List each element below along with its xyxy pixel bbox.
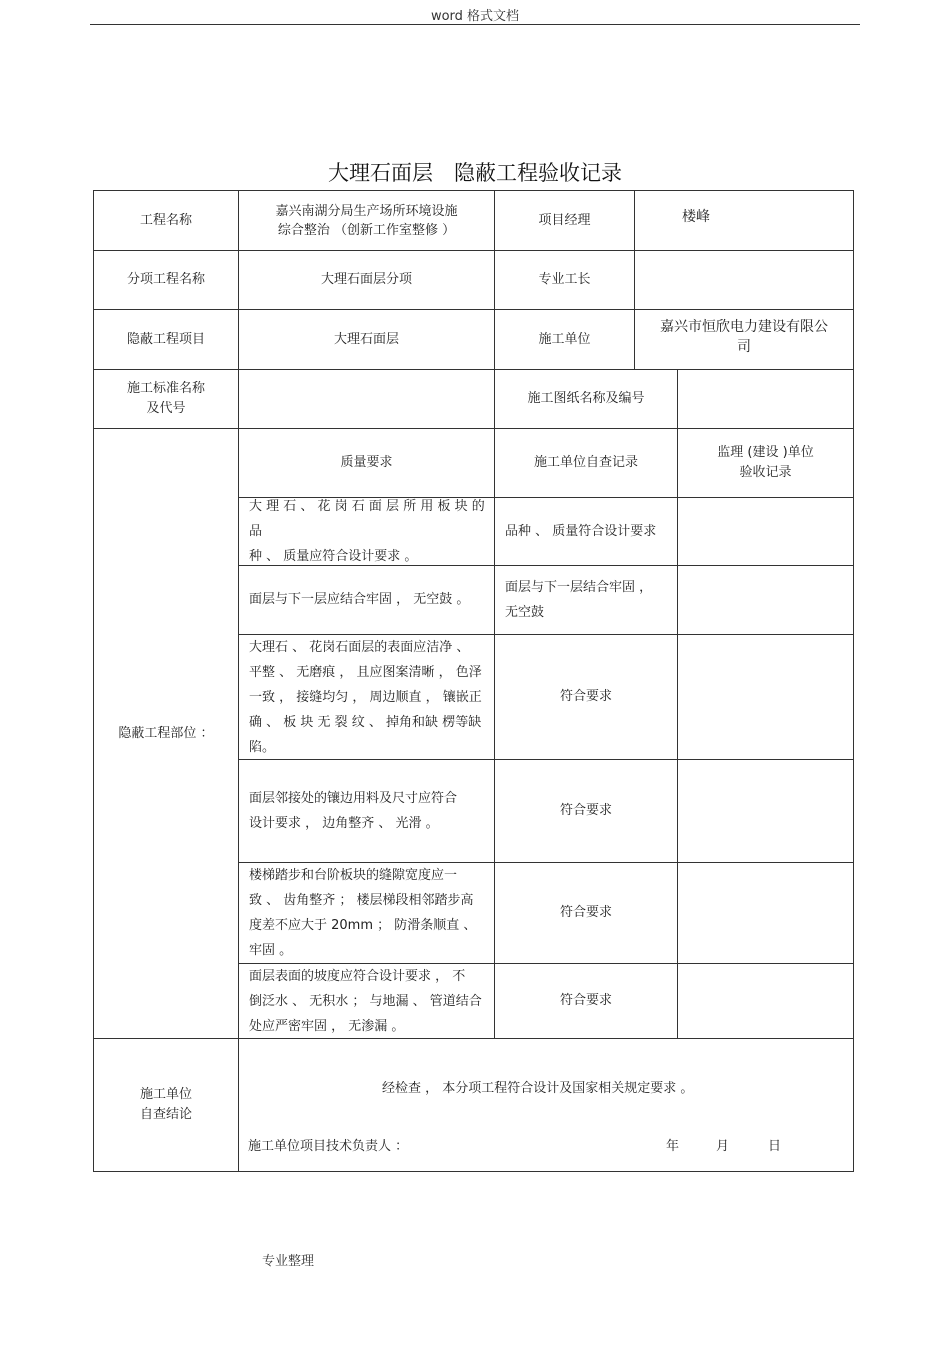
requirement-cell: 大理石 、 花岗石面层的表面应洁净 、 平整 、 无磨痕 ， 且应图案清晰 ， 色泽 一致 ， 接缝均匀 ， 周边顺直 ， 镶嵌正 确 、 板 块 无 裂 纹 、 掉角和缺 楞等缺 陷。 (249, 639, 482, 755)
page-footer: 专业整理 (262, 1254, 315, 1269)
project-name-label: 工程名称 (139, 212, 192, 228)
quality-requirement-header: 质量要求 (340, 455, 393, 470)
foreman-label: 专业工长 (538, 272, 591, 287)
project-manager-value: 楼峰 (682, 209, 710, 225)
header-divider (90, 24, 860, 25)
drawing-value (678, 370, 853, 428)
page-header: word 格式文档 (430, 9, 520, 24)
self-check-cell: 面层与下一层结合牢固 ， 无空鼓 (505, 580, 653, 620)
hidden-item-value: 大理石面层 (333, 331, 399, 347)
self-check-cell: 符合要求 (559, 803, 612, 818)
conclusion-label: 施工单位 自查结论 (139, 1087, 192, 1122)
requirement-cell: 大 理 石 、 花 岗 石 面 层 所 用 板 块 的 品 种 、 质量应符合设计要求 。 (249, 499, 485, 564)
requirement-cell: 面层表面的坡度应符合设计要求 ， 不 倒泛水 、 无积水 ； 与地漏 、 管道结合 处应严密牢固 ， 无渗漏 。 (249, 968, 482, 1034)
supervision-header: 监理 (建设 )单位 验收记录 (717, 445, 814, 480)
date-month: 月 (716, 1139, 730, 1154)
supervision-cell (678, 566, 853, 634)
supervision-cell (678, 498, 853, 565)
standard-label: 施工标准名称 及代号 (126, 381, 205, 416)
foreman-value (635, 251, 853, 309)
signer-label: 施工单位项目技术负责人 ： (248, 1139, 409, 1154)
document-title: 大理石面层 隐蔽工程验收记录 (328, 161, 622, 185)
self-check-cell: 符合要求 (559, 993, 612, 1008)
hidden-location-label: 隐蔽工程部位 ： (118, 725, 214, 741)
project-name-value: 嘉兴南湖分局生产场所环境设施 综合整治 （创新工作室整修 ） (275, 203, 458, 238)
supervision-cell (678, 863, 853, 963)
drawing-label: 施工图纸名称及编号 (527, 391, 645, 406)
self-check-header: 施工单位自查记录 (533, 455, 638, 470)
date-year: 年 (666, 1139, 680, 1154)
self-check-cell: 符合要求 (559, 689, 612, 704)
conclusion-text: 经检查 ， 本分项工程符合设计及国家相关规定要求 。 (382, 1081, 694, 1096)
requirement-cell: 面层与下一层应结合牢固 ， 无空鼓 。 (249, 592, 470, 607)
contractor-label: 施工单位 (538, 331, 591, 347)
self-check-cell: 品种 、 质量符合设计要求 (505, 523, 657, 539)
project-manager-label: 项目经理 (538, 212, 591, 228)
supervision-cell (678, 964, 853, 1038)
supervision-cell (678, 635, 853, 759)
self-check-cell: 符合要求 (559, 905, 612, 920)
supervision-cell (678, 760, 853, 862)
hidden-item-label: 隐蔽工程项目 (126, 331, 205, 347)
requirement-cell: 楼梯踏步和台阶板块的缝隙宽度应一 致 、 齿角整齐 ； 楼层梯段相邻踏步高 度差不应大于 20mm ； 防滑条顺直 、 牢固 。 (249, 868, 477, 958)
subitem-label: 分项工程名称 (126, 272, 205, 287)
requirement-cell: 面层邻接处的镶边用料及尺寸应符合 设计要求 ， 边角整齐 、 光滑 。 (249, 791, 458, 831)
subitem-value: 大理石面层分项 (320, 272, 412, 287)
date-day: 日 (768, 1139, 782, 1154)
contractor-value: 嘉兴市恒欣电力建设有限公 司 (660, 319, 828, 355)
standard-value (239, 370, 494, 428)
